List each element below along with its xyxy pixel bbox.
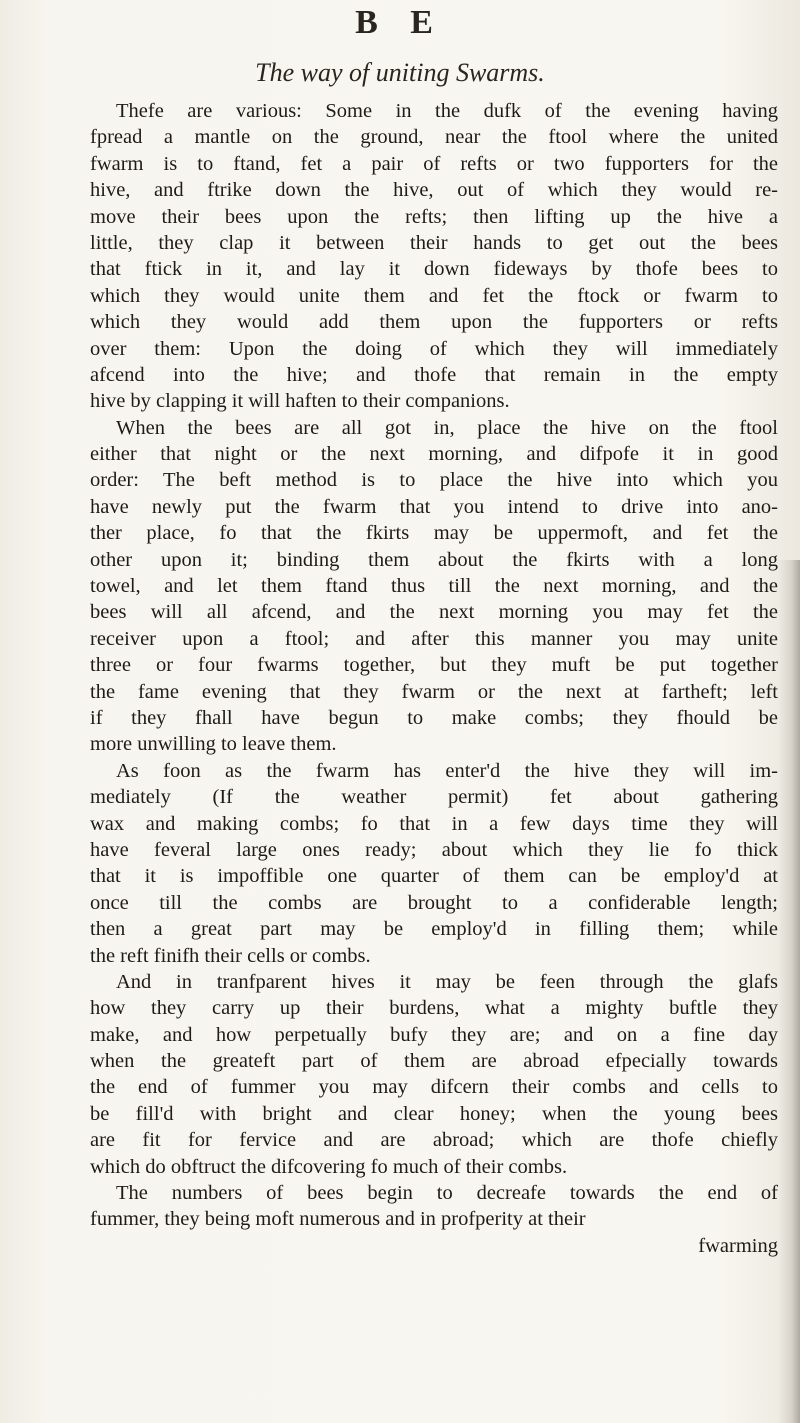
text-line: once till the combs are brought to a confiderable length; — [90, 891, 778, 914]
text-line: over them: Upon the doing of which they will immediately — [90, 337, 778, 360]
text-line: receiver upon a ftool; and after this manner you may unite — [90, 627, 778, 650]
text-line: make, and how perpetually bufy they are; and on a fine day — [90, 1023, 778, 1046]
text-line: towel, and let them ftand thus till the next morning, and the — [90, 575, 778, 598]
text-line: how they carry up their burdens, what a mighty buftle they — [90, 997, 778, 1020]
text-line: fwarm is to ftand, fet a pair of refts or two fupporters for the — [90, 152, 778, 175]
text-line: three or four fwarms together, but they muft be put together — [90, 654, 778, 677]
text-line: either that night or the next morning, and difpofe it in good — [90, 443, 778, 466]
text-line: the reft finifh their cells or combs. — [90, 944, 371, 967]
text-line: The numbers of bees begin to decreafe towards the end of — [116, 1182, 778, 1205]
running-head: B E — [355, 4, 445, 41]
text-line: ther place, fo that the fkirts may be uppermoft, and fet the — [90, 522, 778, 545]
text-line: fpread a mantle on the ground, near the ftool where the united — [90, 126, 778, 149]
text-line: that it is impoffible one quarter of them can be employ'd at — [90, 865, 778, 888]
text-line: which do obftruct the difcovering fo much of their combs. — [90, 1155, 568, 1178]
text-line: mediately (If the weather permit) fet about gathering — [90, 786, 778, 809]
text-line: wax and making combs; fo that in a few days time they will — [90, 812, 778, 835]
text-line: As foon as the fwarm has enter'd the hive they will im- — [116, 759, 778, 782]
text-line: afcend into the hive; and thofe that remain in the empty — [90, 363, 778, 386]
text-line: the fame evening that they fwarm or the next at fartheft; left — [90, 680, 778, 703]
text-line: have newly put the fwarm that you intend to drive into ano- — [90, 495, 778, 518]
text-line: When the bees are all got in, place the hive on the ftool — [116, 416, 778, 439]
text-line: bees will all afcend, and the next morning you may fet the — [90, 601, 778, 624]
text-line: that ftick in it, and lay it down fideways by thofe bees to — [90, 258, 778, 281]
text-line: which they would unite them and fet the ftock or fwarm to — [90, 284, 778, 307]
text-line: hive by clapping it will haften to their companions. — [90, 390, 510, 413]
text-line: if they fhall have begun to make combs; they fhould be — [90, 706, 778, 729]
text-line: more unwilling to leave them. — [90, 733, 337, 756]
text-line: move their bees upon the refts; then lifting up the hive a — [90, 205, 778, 228]
page-edge-shadow — [778, 560, 800, 1423]
text-line: be fill'd with bright and clear honey; when the young bees — [90, 1102, 778, 1125]
text-line: the end of fummer you may difcern their combs and cells to — [90, 1076, 778, 1099]
catchword: fwarming — [698, 1234, 778, 1257]
text-line: other upon it; binding them about the fkirts with a long — [90, 548, 778, 571]
text-line: order: The beft method is to place the hive into which you — [90, 469, 778, 492]
text-line: when the greateft part of them are abroad efpecially towards — [90, 1050, 778, 1073]
text-line: hive, and ftrike down the hive, out of which they would re- — [90, 179, 778, 202]
text-line: are fit for fervice and are abroad; which are thofe chiefly — [90, 1129, 778, 1152]
text-line: which they would add them upon the fupporters or refts — [90, 311, 778, 334]
body-text — [90, 98, 778, 1259]
text-line: then a great part may be employ'd in filling them; while — [90, 918, 778, 941]
text-line: little, they clap it between their hands to get out the bees — [90, 231, 778, 254]
text-line: Thefe are various: Some in the dufk of the evening having — [116, 100, 778, 122]
section-title: The way of uniting Swarms. — [255, 58, 545, 87]
text-line: have feveral large ones ready; about which they lie fo thick — [90, 838, 778, 861]
text-line: And in tranfparent hives it may be feen through the glafs — [116, 970, 778, 993]
text-line: fummer, they being moft numerous and in profperity at their — [90, 1208, 586, 1231]
